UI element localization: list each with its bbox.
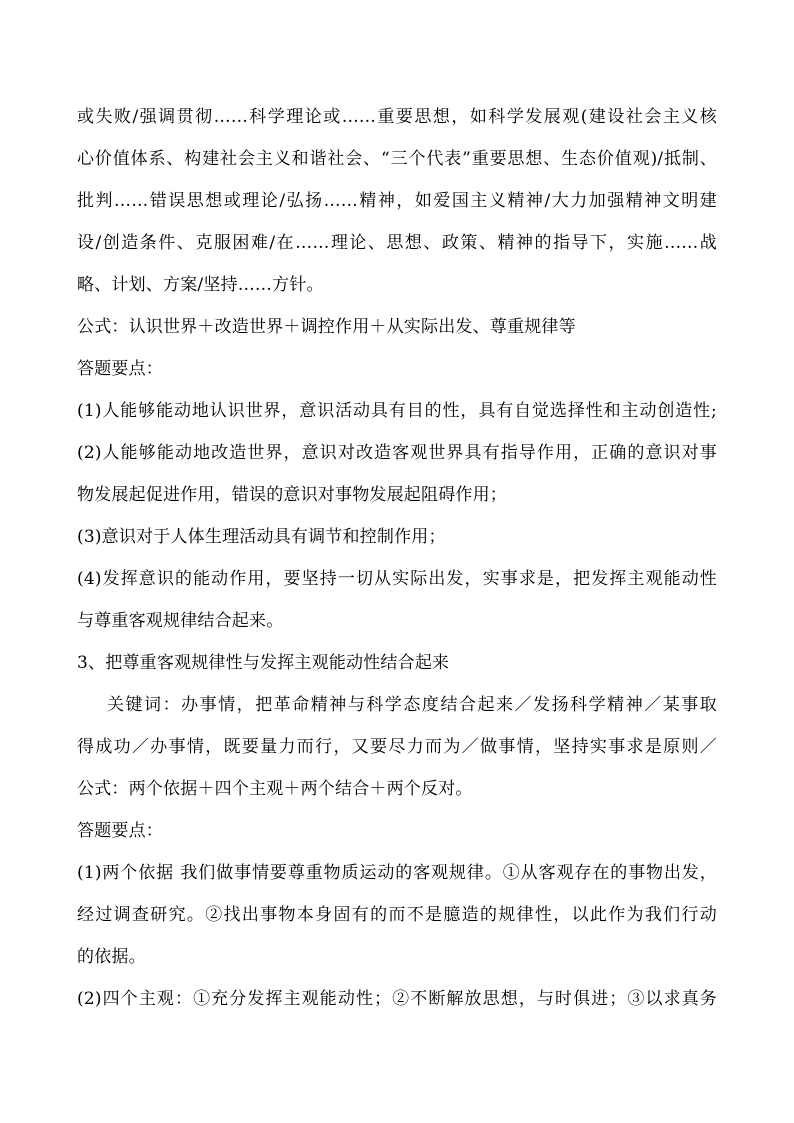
text-line: 批判……错误思想或理论/弘扬……精神，如爱国主义精神/大力加强精神文明建 — [77, 191, 717, 211]
point-1: (1)两个依据 我们做事情要尊重物质运动的客观规律。①从客观存在的事物出发， — [77, 863, 717, 883]
point-4: (4)发挥意识的能动作用，要坚持一切从实际出发，实事求是，把发挥主观能动性 — [77, 569, 717, 589]
formula-line: 公式：两个依据＋四个主观＋两个结合＋两个反对。 — [77, 779, 473, 799]
body-text — [77, 96, 717, 1020]
text-line: 经过调查研究。②找出事物本身固有的而不是臆造的规律性，以此作为我们行动 — [77, 905, 717, 925]
text-line: 的依据。 — [77, 947, 146, 967]
answer-points-heading: 答题要点： — [77, 821, 163, 841]
section-heading: 3、把尊重客观规律性与发挥主观能动性结合起来 — [77, 653, 450, 673]
point-1: (1)人能够能动地认识世界，意识活动具有目的性，具有自觉选择性和主动创造性; — [77, 401, 717, 421]
text-line: 设/创造条件、克服困难/在……理论、思想、政策、精神的指导下，实施……战 — [77, 233, 717, 253]
text-line: 略、计划、方案/坚持……方针。 — [77, 275, 324, 295]
text-line: 得成功／办事情，既要量力而行，又要尽力而为／做事情，坚持实事求是原则／ — [77, 737, 717, 757]
answer-points-heading: 答题要点： — [77, 359, 163, 379]
point-2: (2)四个主观：①充分发挥主观能动性；②不断解放思想，与时俱进；③以求真务 — [77, 989, 717, 1009]
point-2: (2)人能够能动地改造世界，意识对改造客观世界具有指导作用，正确的意识对事 — [77, 443, 717, 463]
point-3: (3)意识对于人体生理活动具有调节和控制作用； — [77, 527, 446, 547]
text-line: 物发展起促进作用，错误的意识对事物发展起阻碍作用； — [77, 485, 507, 505]
formula-line: 公式：认识世界＋改造世界＋调控作用＋从实际出发、尊重规律等 — [77, 317, 576, 337]
keywords-line: 关键词：办事情，把革命精神与科学态度结合起来／发扬科学精神／某事取 — [107, 695, 717, 715]
text-line: 或失败/强调贯彻……科学理论或……重要思想，如科学发展观(建设社会主义核 — [77, 107, 717, 127]
text-line: 心价值体系、构建社会主义和谐社会、“三个代表”重要思想、生态价值观)/抵制、 — [77, 149, 717, 169]
text-line: 与尊重客观规律结合起来。 — [77, 611, 284, 631]
